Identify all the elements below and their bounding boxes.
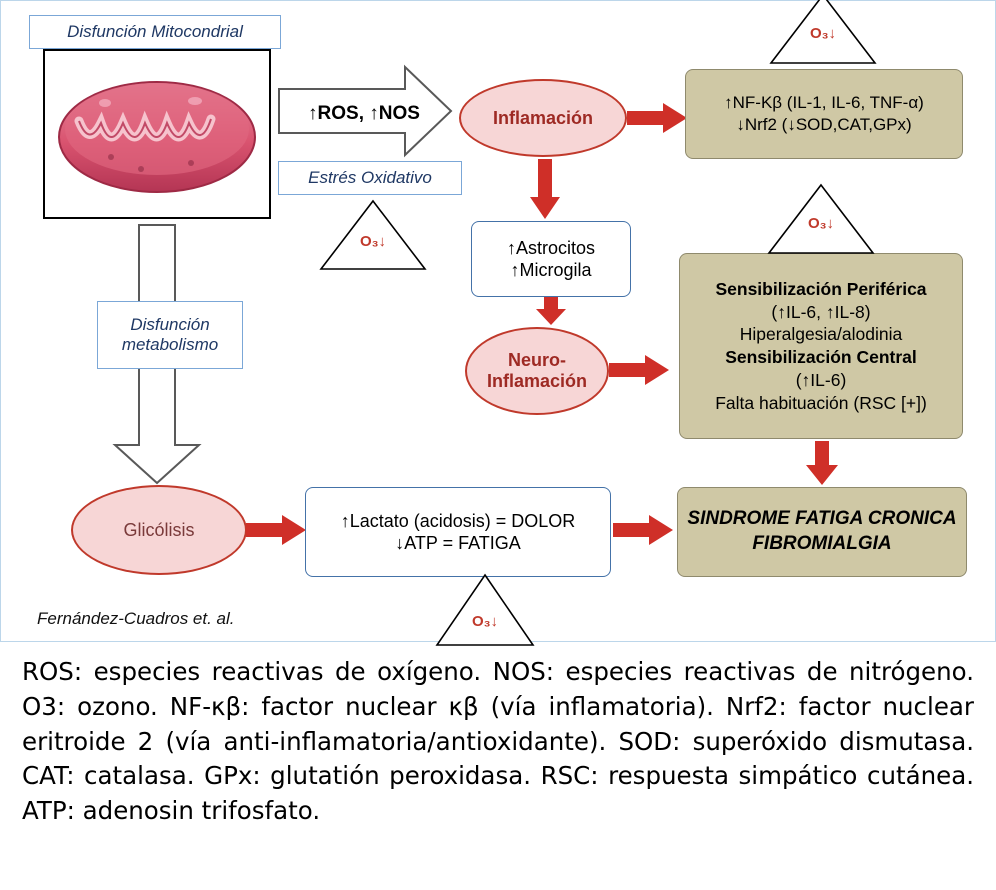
syndrome-line2: FIBROMIALGIA — [752, 533, 892, 554]
microglia-line: ↑Microgila — [510, 260, 592, 280]
arrow-glycolysis-to-lactate — [246, 513, 308, 547]
metabolic-dysfunction-label — [97, 301, 243, 369]
neuroinflammation-node — [465, 327, 609, 415]
ozone-label: O₃↓ — [359, 233, 387, 250]
habituation-line: Falta habituación (RSC [+]) — [715, 392, 927, 413]
arrow-lactate-to-syndrome — [613, 513, 675, 547]
ros-nos-label: ↑ROS, ↑NOS — [308, 103, 420, 124]
metabolic-dysfunction-line2: metabolismo — [121, 335, 219, 354]
syndrome-line1: SINDROME FATIGA CRONICA — [687, 508, 957, 530]
inflammation-node — [459, 79, 627, 157]
peripheral-sensitization-markers: (↑IL-6, ↑IL-8) — [771, 301, 871, 322]
arrow-inflammation-to-astrocytes — [528, 159, 562, 221]
author-credit: Fernández-Cuadros et. al. — [37, 609, 235, 628]
ozone-label: O₃↓ — [809, 25, 837, 42]
ozone-label: O₃↓ — [471, 613, 499, 630]
atp-line: ↓ATP = FATIGA — [395, 533, 521, 553]
inflammation-label: Inflamación — [492, 107, 594, 128]
central-sensitization-markers: (↑IL-6) — [795, 369, 847, 390]
syndrome-box — [677, 487, 967, 577]
ozone-label: O₃↓ — [807, 215, 835, 232]
ozone-marker-nfkb — [767, 0, 879, 67]
ozone-marker-sensitization — [765, 181, 877, 257]
nfkb-nrf2-box — [685, 69, 963, 159]
nfkb-line: ↑NF-Kβ (IL-1, IL-6, TNF-α) — [724, 92, 924, 112]
astrocytes-microglia-box — [471, 221, 631, 297]
mitochondrion-icon — [45, 51, 269, 217]
neuroinflammation-line1: Neuro- — [508, 350, 566, 371]
hyperalgesia-line: Hiperalgesia/alodinia — [739, 324, 903, 345]
astrocytes-line: ↑Astrocitos — [506, 237, 596, 258]
sensitization-box — [679, 253, 963, 439]
peripheral-sensitization-title: Sensibilización Periférica — [715, 278, 927, 299]
lactate-line: ↑Lactato (acidosis) = DOLOR — [340, 510, 576, 531]
arrow-inflammation-to-nfkb — [627, 101, 689, 135]
lactate-atp-box — [305, 487, 611, 577]
mitochondrial-dysfunction-label: Disfunción Mitocondrial — [29, 15, 281, 49]
nrf2-line: ↓Nrf2 (↓SOD,CAT,GPx) — [736, 115, 912, 134]
figure-footnote — [22, 655, 974, 829]
arrow-neuroinflammation-to-sensitization — [609, 353, 671, 387]
central-sensitization-title: Sensibilización Central — [725, 347, 917, 367]
mitochondrion-image-frame — [43, 49, 271, 219]
arrow-astrocytes-to-neuroinflammation — [534, 297, 568, 327]
ozone-marker-oxidative-stress — [317, 197, 429, 273]
footnote-text: ROS: especies reactivas de oxígeno. NOS: especies reactivas de nitrógeno. O3: ozono. NF-κβ: factor nuclear κβ (vía inflamatoria). Nrf2: factor nuclear eritroide 2 (vía anti-inflamatoria/antioxidante). SOD: superóxido dismutasa. CAT: catalasa. GPx: glutatión peroxidasa. RSC: respuesta simpático cutánea. ATP: adenosin trifosfato. — [22, 657, 974, 826]
metabolic-dysfunction-line1: Disfunción — [130, 315, 210, 335]
neuroinflammation-line2: Inflamación — [486, 371, 588, 391]
arrow-sensitization-to-syndrome — [804, 441, 840, 487]
glycolysis-label: Glicólisis — [123, 519, 195, 540]
ozone-marker-lactate — [433, 571, 537, 647]
oxidative-stress-label: Estrés Oxidativo — [278, 161, 462, 195]
glycolysis-node — [71, 485, 247, 575]
